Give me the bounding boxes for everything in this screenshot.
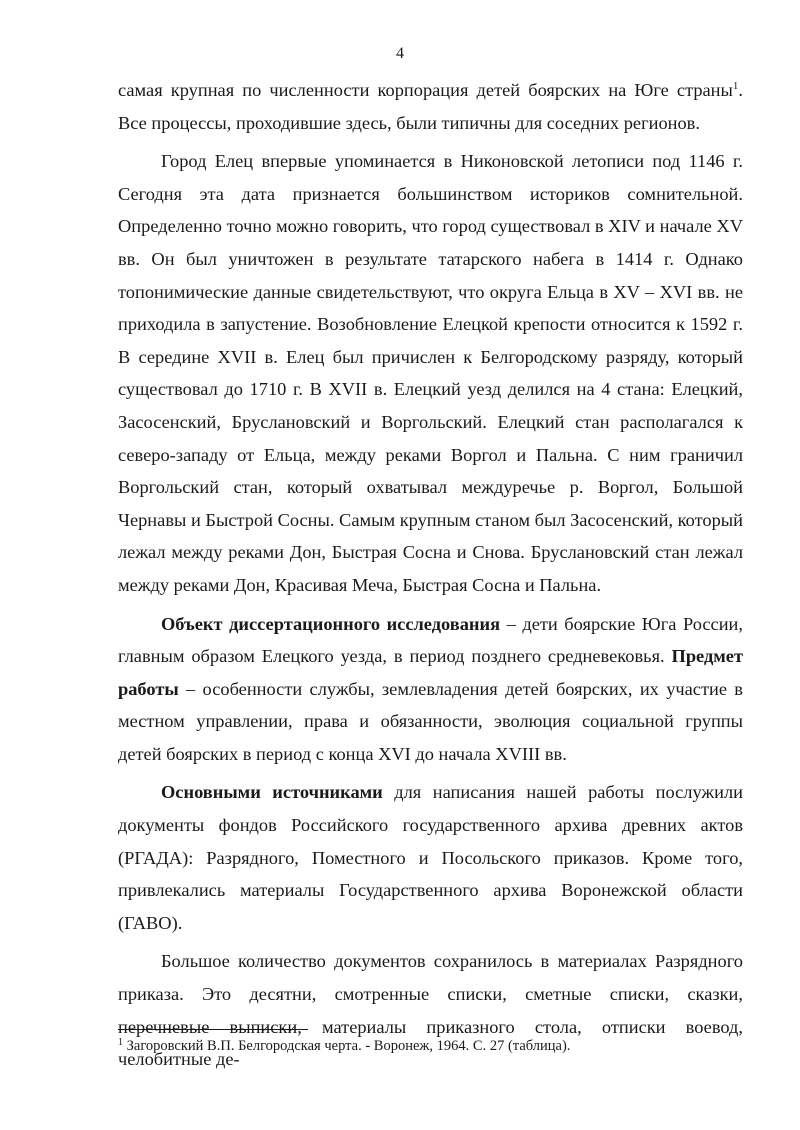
paragraph-5: Большое количество документов сохранилось в материалах Разрядного приказа. Это десятни, смотренные списки, сметные списки, сказки, перечневые выписки, материалы приказного стола, отписки воевод, челобитные де- (118, 951, 743, 1070)
footnote-divider (118, 1029, 308, 1030)
paragraph-1-tail: . Все процессы, проходившие здесь, были типичны для соседних регионов. (118, 80, 743, 133)
footnote-mark: 1 (118, 1037, 123, 1048)
paragraph-2: Город Елец впервые упоминается в Никоновской летописи под 1146 г. Сегодня эта дата признается большинством историков сомнительной. Определенно точно можно говорить, что город существовал в XIV и начале XV вв. Он был уничтожен в результате татарского набега в 1414 г. Однако топонимические данные свидетельствуют, что округа Ельца в XV – XVI вв. не приходила в запустение. Возобновление Елецкой крепости относится к 1592 г. В середине XVII в. Елец был причислен к Белгородскому разряду, который существовал до 1710 г. В XVII в. Елецкий уезд делился на 4 стана: Елецкий, Засосенский, Бруслановский и Воргольский. Елецкий стан располагался к северо-западу от Ельца, между реками Воргол и Пальна. С ним граничил Воргольский стан, который охватывал междуречье р. Воргол, Большой Чернавы и Быстрой Сосны. Самым крупным станом был Засосенский, который лежал между реками Дон, Быстрая Сосна и Снова. Бруслановский стан лежал между реками Дон, Красивая Меча, Быстрая Сосна и Пальна. (118, 151, 743, 595)
object-of-research-heading: Объект диссертационного исследования (161, 613, 501, 634)
footnote-reference[interactable]: 1 (732, 80, 739, 92)
object-of-research-text: – дети боярские Юга России, главным образом Елецкого уезда, в период позднего средневековья. (118, 613, 743, 667)
paragraph-4 (118, 776, 743, 939)
subject-of-work-heading: Предмет работы (118, 646, 743, 699)
subject-of-work-text: – особенности службы, землевладения детей боярских, их участие в местном управлении, права и обязанности, эволюция социальной группы детей боярских в период с конца XVI до начала XVIII вв. (118, 678, 743, 764)
body-text (118, 74, 743, 1076)
paragraph-3 (118, 608, 743, 771)
main-sources-text: для написания нашей работы послужили документы фондов Российского государственного архива древних актов (РГАДА): Разрядного, Поместного и Посольского приказов. Кроме того, привлекались материалы Государственного архива Воронежской области (ГАВО). (118, 782, 743, 933)
paragraph-1 (118, 74, 743, 139)
page-number: 4 (396, 45, 404, 62)
footnote (118, 1036, 743, 1056)
paragraph-1-text: самая крупная по численности корпорация детей боярских на Юге страны (118, 80, 733, 100)
main-sources-heading: Основными источниками (161, 782, 383, 803)
footnote-text: Загоровский В.П. Белгородская черта. - Воронеж, 1964. С. 27 (таблица). (123, 1038, 571, 1054)
